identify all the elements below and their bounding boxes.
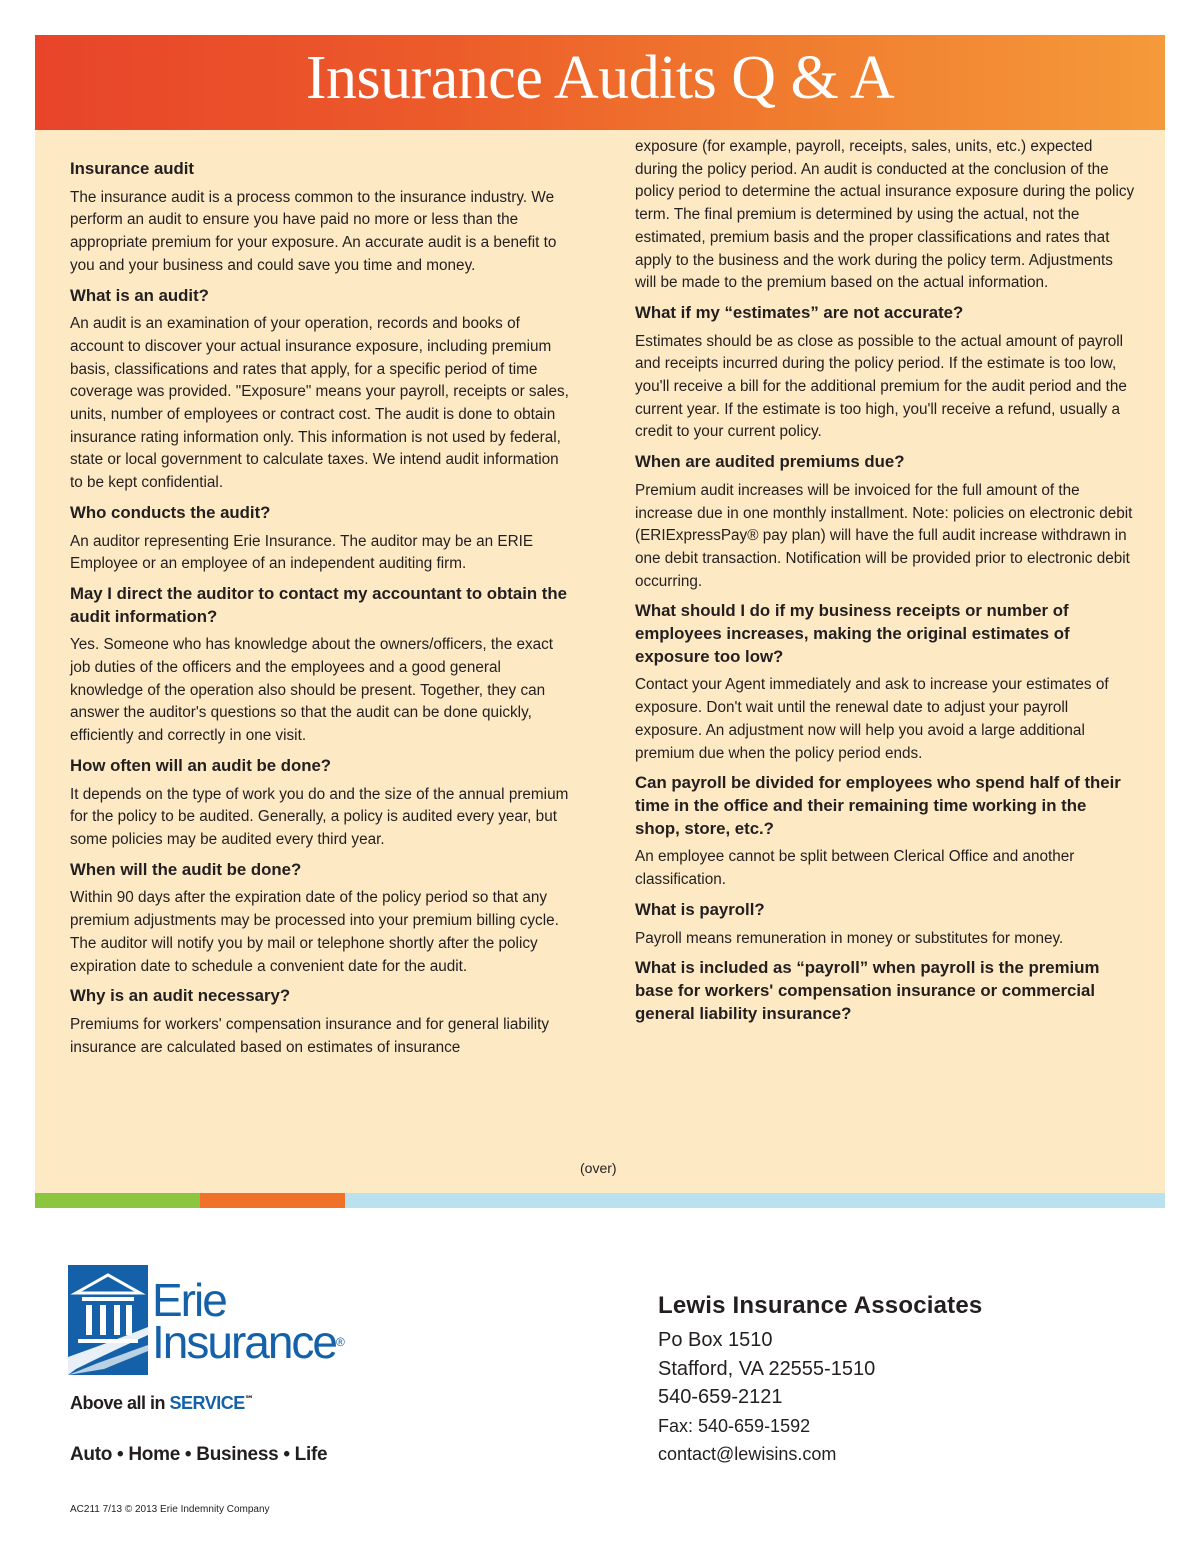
answer-text: An employee cannot be split between Clerical Office and another classification. [635,848,1075,889]
agency-email[interactable]: contact@lewisins.com [658,1444,837,1464]
question-heading: Who conducts the audit? [70,502,271,522]
answer-text: An auditor representing Erie Insurance. The auditor may be an ERIE Employee or an employee of an independent auditing firm. [70,532,534,573]
agency-phone: 540-659-2121 [658,1386,783,1408]
logo-word-insurance [152,1316,345,1368]
answer-text: Yes. Someone who has knowledge about the owners/officers, the exact job duties of the officers and the employees and a good general knowledge of the operation also should be present. Together, they can answer the auditor's questions so that the audit can be done quickly, efficiently and correctly in one visit. [70,636,554,745]
qa-content-panel [35,130,1165,1193]
logo-wordmark [152,1274,345,1368]
answer-text: An audit is an examination of your operation, records and books of account to discover your actual insurance exposure, including premium basis, classifications and rates that apply, for a specific period of time coverage was provided. "Exposure" means your payroll, receipts or sales, units, number of employees or contract cost. The audit is done to obtain insurance rating information only. This information is not used by federal, state or local government to calculate taxes. We intend audit information to be kept confidential. [70,315,569,492]
color-stripe-blue [345,1193,1165,1208]
question-heading: What should I do if my business receipts or number of employees increases, making the original estimates of exposure too low? [635,601,1070,666]
question-heading: What if my “estimates” are not accurate? [635,302,964,322]
answer-text: It depends on the type of work you do and the size of the annual premium for the policy to be audited. Generally, a policy is audited every year, but some policies may be audited every third year. [70,785,569,848]
agency-address-line2: Stafford, VA 22555-1510 [658,1357,876,1380]
agency-name: Lewis Insurance Associates [658,1292,983,1319]
left-column [70,158,570,1059]
erie-building-icon [68,1265,148,1375]
answer-text: Within 90 days after the expiration date of the policy period so that any premium adjustments may be processed into your premium billing cycle. The auditor will notify you by mail or telephone shortly after the policy expiration date to schedule a convenient date for the audit. [70,889,559,975]
agency-address-line1: Po Box 1510 [658,1329,773,1351]
answer-text: exposure (for example, payroll, receipts, sales, units, etc.) expected during the policy period. An audit is conducted at the conclusion of the policy period to determine the actual insurance exposure during the policy term. The final premium is determined by using the actual, not the estimated, premium basis and the proper classifications and rates that apply to the business and the work during the policy term. Adjustments will be made to the premium based on the actual information. [635,138,1135,292]
erie-insurance-logo [68,1265,368,1465]
question-heading: When are audited premiums due? [635,452,905,472]
question-heading: How often will an audit be done? [70,755,332,775]
logo-word-erie: Erie [152,1274,226,1326]
header-banner [35,35,1165,130]
question-heading: What is included as “payroll” when payroll is the premium base for workers' compensation insurance or commercial general liability insurance? [635,958,1100,1023]
answer-text: The insurance audit is a process common to the insurance industry. We perform an audit to ensure you have paid no more or less than the appropriate premium for your exposure. An accurate audit is a benefit to you and your business and could save you time and money. [70,188,557,274]
color-stripe-orange [200,1193,345,1208]
right-column [635,138,1135,1031]
tagline-prefix: Above all in [70,1393,170,1413]
form-footnote: AC211 7/13 © 2013 Erie Indemnity Company [70,1504,270,1515]
question-heading: Why is an audit necessary? [70,986,291,1006]
question-heading: What is an audit? [70,285,209,305]
logo-word-insurance-text: Insurance [152,1316,337,1368]
answer-text: Contact your Agent immediately and ask to increase your estimates of exposure. Don't wait until the renewal date to adjust your payroll exposure. An adjustment now will help you avoid a large additional premium due when the policy period ends. [635,676,1109,762]
question-heading: What is payroll? [635,899,765,919]
question-heading: Can payroll be divided for employees who spend half of their time in the office and their remaining time working in the shop, store, etc.? [635,773,1121,838]
page-title: Insurance Audits Q & A [305,44,895,112]
agency-fax: Fax: 540-659-1592 [658,1415,811,1436]
answer-text: Payroll means remuneration in money or substitutes for money. [635,929,1064,947]
question-heading: May I direct the auditor to contact my accountant to obtain the audit information? [70,583,567,626]
answer-text: Estimates should be as close as possible to the actual amount of payroll and receipts incurred during the policy period. If the estimate is too low, you'll receive a bill for the additional premium for the audit period and the current year. If the estimate is too high, you'll receive a refund, usually a credit to your current policy. [635,332,1127,441]
answer-text: Premium audit increases will be invoiced for the full amount of the increase due in one monthly installment. Note: policies on electronic debit (ERIExpressPay® pay plan) will have the full audit increase withdrawn in one debit transaction. Notification will be provided prior to electronic debit occurring. [635,481,1133,590]
over-label: (over) [580,1160,617,1176]
color-stripe-green [35,1193,200,1208]
question-heading: When will the audit be done? [70,859,302,879]
answer-text: Premiums for workers' compensation insurance and for general liability insurance are calculated based on estimates of insurance [70,1015,550,1056]
question-heading: Insurance audit [70,159,195,178]
agency-contact-block [658,1292,982,1469]
logo-tagline [70,1393,253,1414]
registered-mark: ® [336,1335,345,1349]
service-mark: ℠ [244,1394,254,1404]
product-lines: Auto • Home • Business • Life [70,1444,328,1465]
tagline-service: SERVICE [169,1393,245,1413]
